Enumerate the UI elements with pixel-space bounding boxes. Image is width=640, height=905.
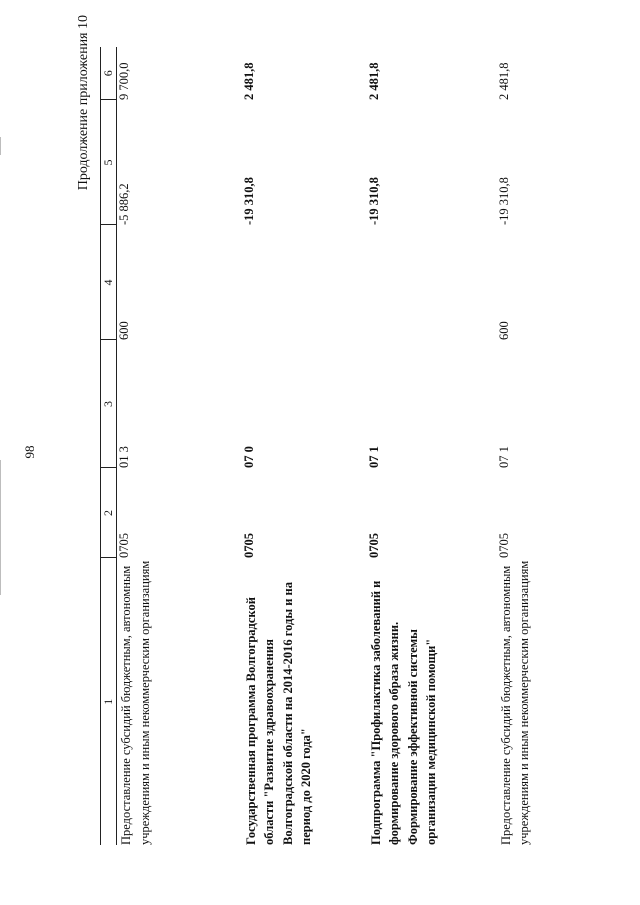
column-header: 5 [101,100,117,225]
row-amount-change: -19 310,8 [241,177,256,225]
table-row [497,47,617,845]
row-section: 0705 [366,533,381,558]
row-amount-change: -5 886,2 [117,183,131,225]
row-target-item: 07 1 [496,446,511,468]
row-expense-type [367,225,497,340]
row-expense-type: 600 [496,321,511,340]
row-target-item: 07 0 [241,446,256,468]
column-header: 4 [101,225,117,340]
row-section: 0705 [117,533,131,558]
table-row [242,47,367,845]
budget-table [100,47,617,845]
table-row [367,47,497,845]
row-target-item: 01 3 [117,446,131,468]
scan-edge-mark [0,460,1,595]
row-expense-type [242,225,367,340]
page-number: 98 [22,445,37,459]
column-header: 2 [101,468,117,558]
table-header-row [101,47,117,845]
row-section: 0705 [241,533,256,558]
row-amount-total: 2 481,8 [366,62,381,100]
row-name: Предоставление субсидий бюджетным, автономным учреждениям и иным некоммерческим организациям [498,560,532,845]
table-row [117,47,242,845]
row-name: Предоставление субсидий бюджетным, автономным учреждениям и иным некоммерческим организациям [119,560,152,845]
continuation-label: Продолжение приложения 10 [76,15,91,191]
row-name: Подпрограмма "Профилактика заболеваний и формирование здорового образа жизни. Формирование эффективной системы организации медицинской помощи" [368,580,439,845]
row-name: Государственная программа Волгоградской области "Развитие здравоохранения Волгоградской области на 2014-2016 годы и на период до 2020 года" [243,582,314,845]
row-amount-total: 2 481,8 [496,62,511,100]
row-section: 0705 [496,533,511,558]
row-amount-total: 2 481,8 [241,62,256,100]
row-amount-change: -19 310,8 [366,177,381,225]
column-header: 3 [101,340,117,468]
row-expense-type: 600 [117,321,131,340]
column-header: 6 [101,47,117,100]
scan-edge-mark [0,137,1,155]
column-header: 1 [101,558,117,845]
row-amount-total: 9 700,0 [117,62,131,100]
row-target-item: 07 1 [366,446,381,468]
row-amount-change: -19 310,8 [496,177,511,225]
